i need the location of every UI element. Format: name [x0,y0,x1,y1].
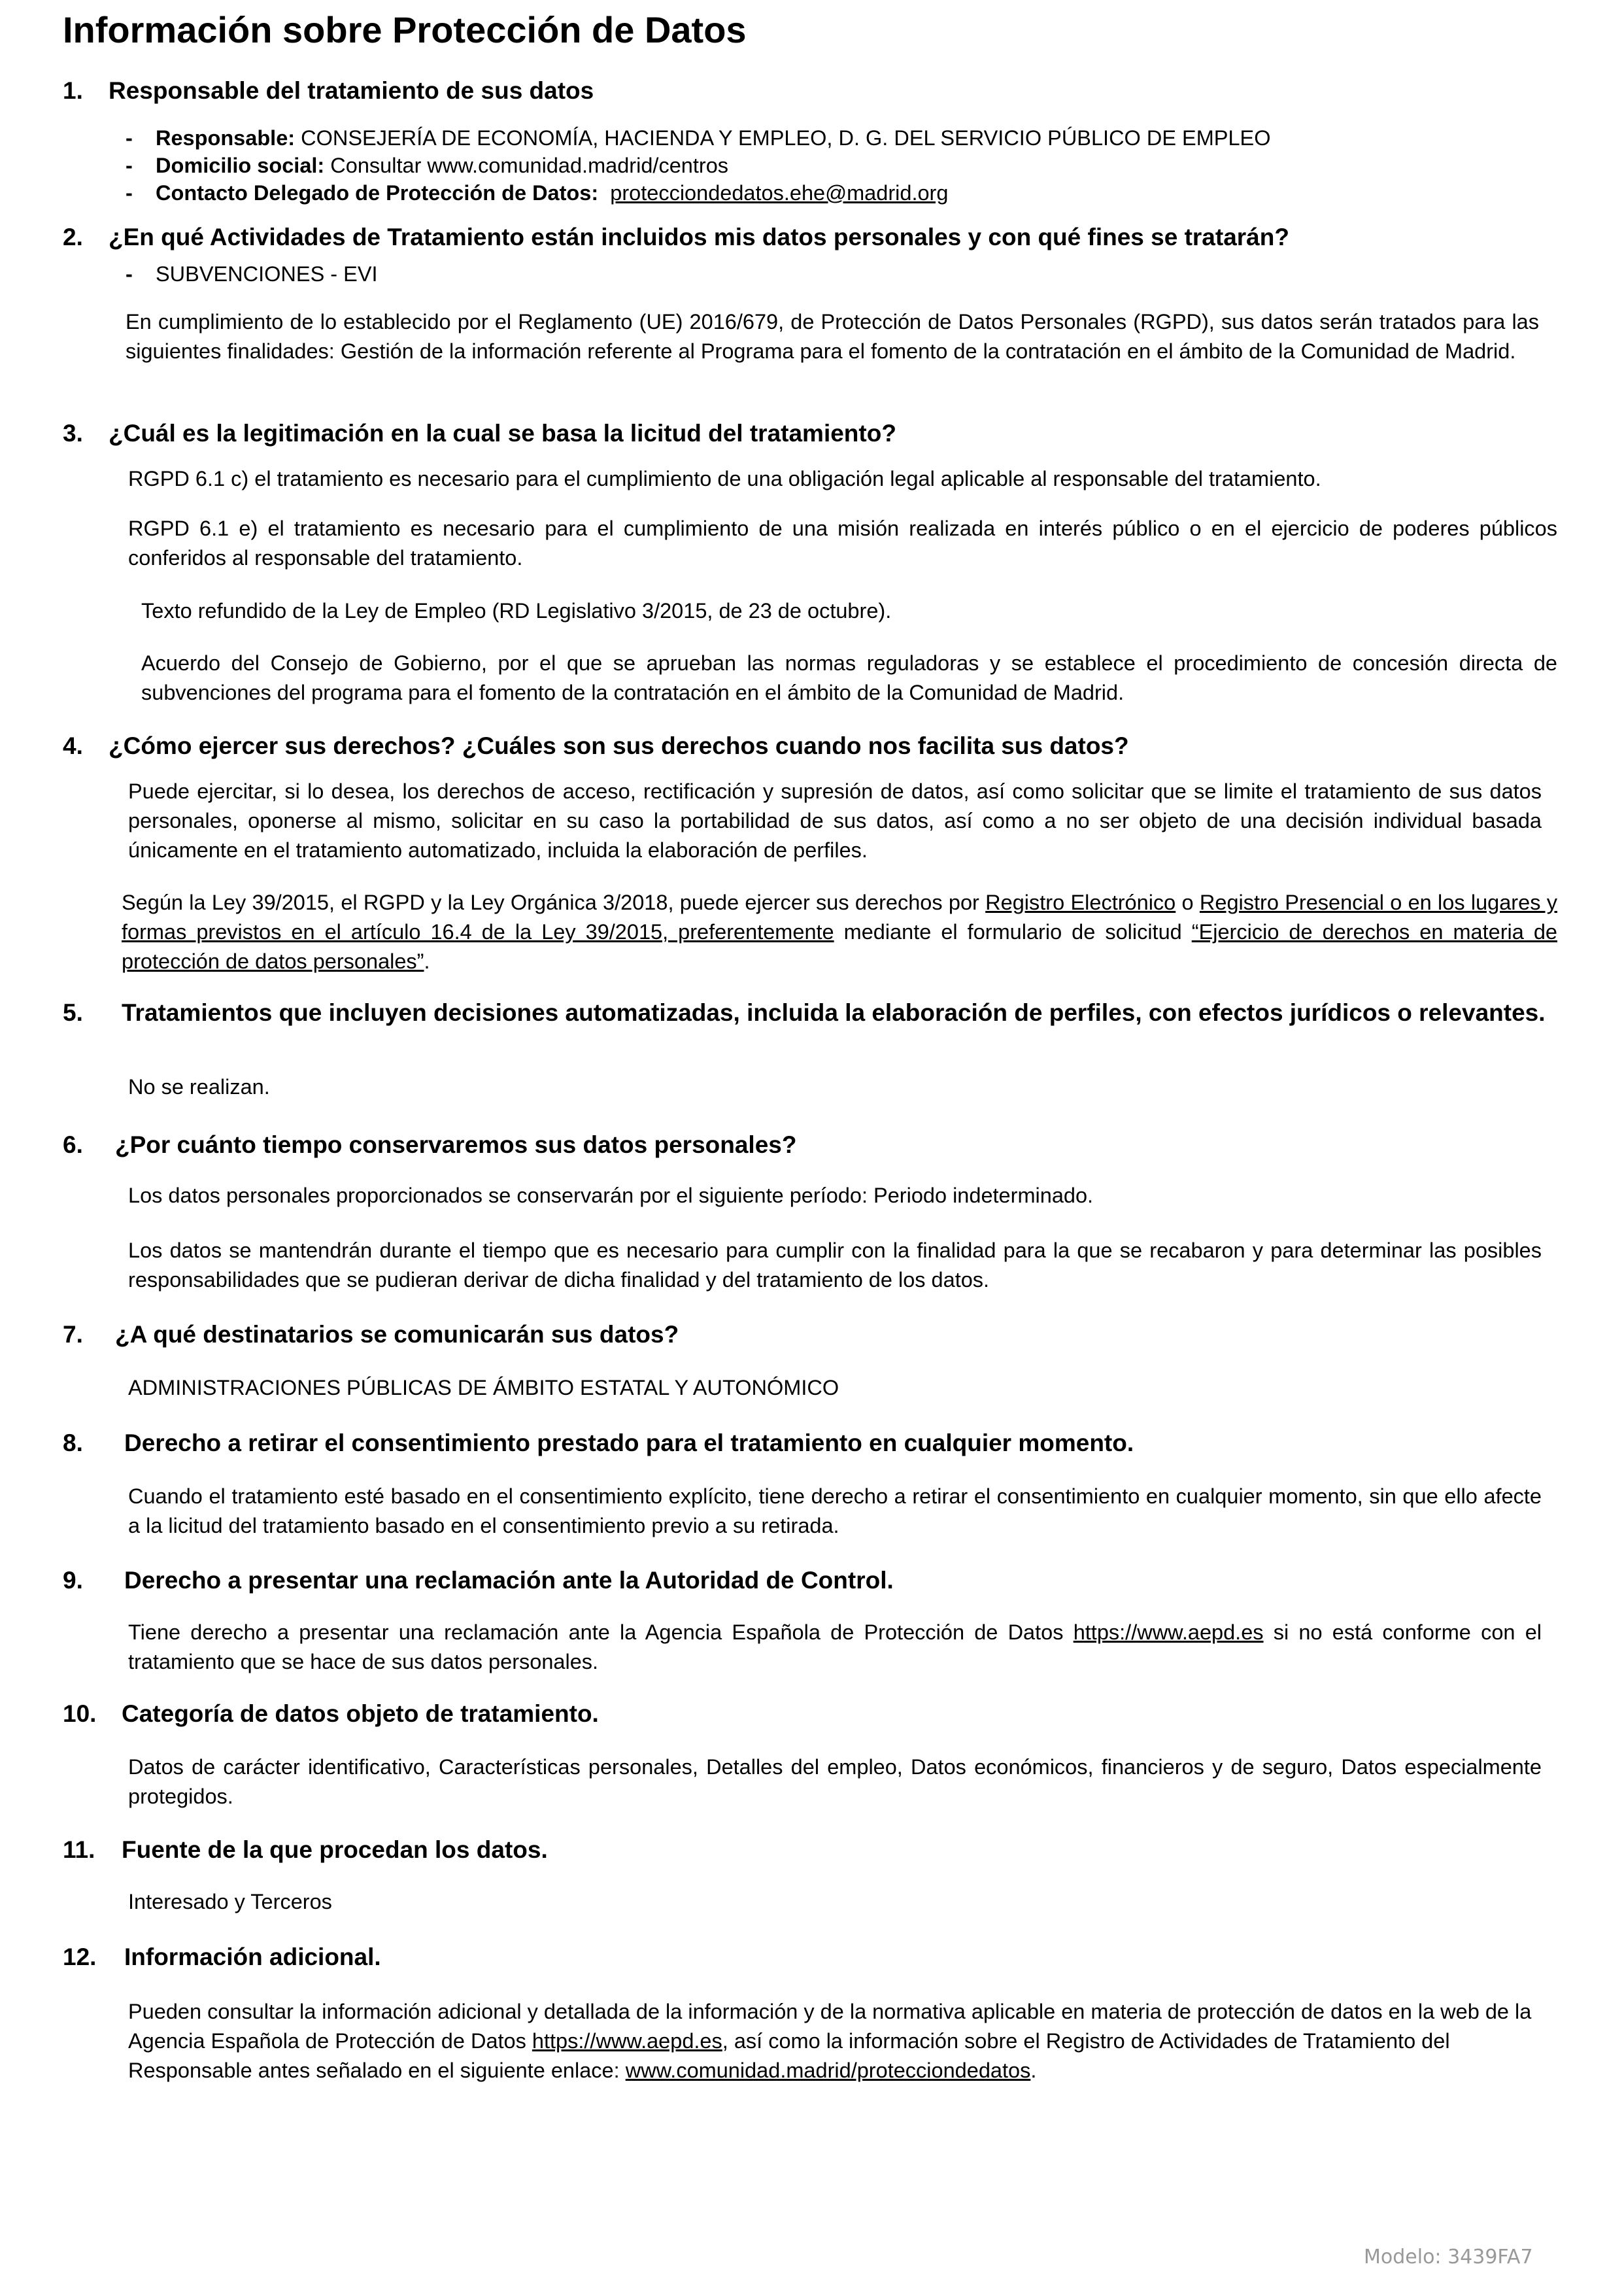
page-title: Información sobre Protección de Datos [63,9,747,50]
paragraph: En cumplimiento de lo establecido por el Reglamento (UE) 2016/679, de Protección de Datos Personales (RGPD), sus datos serán tratados para las siguientes finalidades: Gestión de la información referente al Programa para el fomento de la contratación en el ámbito de la Comunidad de Madrid. [126,310,1539,363]
text-run: . [424,950,430,973]
section-title: Fuente de la que procedan los datos. [122,1836,548,1863]
section-number: 11. [63,1836,95,1863]
text-run: . [1030,2059,1037,2082]
paragraph: Los datos se mantendrán durante el tiempo que es necesario para cumplir con la finalidad para la que se recabaron y para determinar las posibles responsabilidades que se pudieran derivar de dicha finalidad y del tratamiento de los datos. [128,1239,1542,1292]
dash-bullet: - [126,126,133,150]
section-5-heading [63,998,1560,1028]
paragraph: Puede ejercitar, si lo desea, los derechos de acceso, rectificación y supresión de datos, así como solicitar que se limite el tratamiento de sus datos personales, oponerse al mismo, solicitar en su caso la portabilidad de sus datos, así como a no ser objeto de una decisión individual basada únicamente en el tratamiento automatizado, incluida la elaboración de perfiles. [128,779,1542,862]
paragraph: Los datos personales proporcionados se conservarán por el siguiente período: Periodo indeterminado. [128,1184,1094,1207]
section-number: 9. [63,1567,83,1594]
registro-electronico-link[interactable]: Registro Electrónico [985,891,1176,914]
section-number: 1. [63,77,83,104]
section-number: 4. [63,732,83,759]
paragraph: Datos de carácter identificativo, Características personales, Detalles del empleo, Datos económicos, financieros y de seguro, Datos especialmente protegidos. [128,1755,1542,1808]
text-run: , así como la información sobre el Registro de Actividades de Tratamiento del Responsable antes señalado en el siguiente enlace: [128,2029,1450,2082]
item-label: Domicilio social: [156,154,325,177]
dash-bullet: - [126,262,133,286]
section-2-heading [63,222,1289,252]
text-run: o [1176,891,1200,914]
section-number: 10. [63,1700,97,1727]
item-label: Responsable: [156,126,296,150]
item-value: CONSEJERÍA DE ECONOMÍA, HACIENDA Y EMPLEO, D. G. DEL SERVICIO PÚBLICO DE EMPLEO [301,126,1271,150]
text-run: mediante el formulario de solicitud [834,920,1192,944]
section-1-heading [63,76,594,106]
section-8-heading [63,1428,1134,1458]
section-12-heading [63,1942,381,1972]
activity-name: SUBVENCIONES - EVI [156,262,378,286]
text-run: si no está conforme con el tratamiento que se hace de sus datos personales. [128,1620,1542,1673]
paragraph [128,1997,1534,2085]
section-10-heading [63,1699,599,1729]
aepd-link[interactable]: https://www.aepd.es [1073,1620,1264,1644]
section-11-heading [63,1835,548,1865]
section-number: 5. [63,999,83,1026]
paragraph: Texto refundido de la Ley de Empleo (RD Legislativo 3/2015, de 23 de octubre). [141,599,892,623]
section-title: Categoría de datos objeto de tratamiento. [122,1700,599,1727]
section-title: ¿En qué Actividades de Tratamiento están incluidos mis datos personales y con qué fines se tratarán? [109,224,1289,250]
section-number: 2. [63,224,83,250]
paragraph: RGPD 6.1 e) el tratamiento es necesario para el cumplimiento de una misión realizada en interés público o en el ejercicio de poderes públicos conferidos al responsable del tratamiento. [128,517,1557,570]
section-number: 7. [63,1321,83,1348]
ejercicio-derechos-form-link[interactable]: “Ejercicio de derechos en materia de protección de datos personales” [122,920,1557,973]
paragraph: Acuerdo del Consejo de Gobierno, por el que se aprueban las normas reguladoras y se establece el procedimiento de concesión directa de subvenciones del programa para el fomento de la contratación en el ámbito de la Comunidad de Madrid. [141,651,1557,704]
section-title: ¿Cómo ejercer sus derechos? ¿Cuáles son sus derechos cuando nos facilita sus datos? [109,732,1129,759]
paragraph: RGPD 6.1 c) el tratamiento es necesario para el cumplimiento de una obligación legal aplicable al responsable del tratamiento. [128,467,1321,490]
section-number: 12. [63,1943,97,1970]
section-6-heading [63,1130,797,1160]
section-title: ¿Cuál es la legitimación en la cual se basa la licitud del tratamiento? [109,420,896,447]
section-number: 3. [63,420,83,447]
paragraph [128,1618,1542,1677]
model-code: Modelo: 3439FA7 [1364,2246,1533,2268]
section-title: ¿A qué destinatarios se comunicarán sus datos? [115,1321,679,1348]
section-title: Derecho a presentar una reclamación ante la Autoridad de Control. [124,1567,894,1594]
dash-bullet: - [126,154,133,177]
section-title: Responsable del tratamiento de sus datos [109,77,594,104]
text-run: Según la Ley 39/2015, el RGPD y la Ley Orgánica 3/2018, puede ejercer sus derechos por [122,891,986,914]
dash-bullet: - [126,181,133,205]
registro-presencial-link[interactable]: Registro Presencial o en los lugares y formas previstos en el artículo 16.4 de la Ley 39/2015, preferentemente [122,891,1557,944]
item-value: Consultar www.comunidad.madrid/centros [330,154,729,177]
section-3-heading [63,419,896,449]
paragraph: No se realizan. [128,1075,270,1099]
section-4-heading [63,731,1129,761]
item-label: Contacto Delegado de Protección de Datos: [156,181,599,205]
aepd-link[interactable]: https://www.aepd.es [532,2029,722,2053]
section-title: Información adicional. [124,1943,381,1970]
section-title: Derecho a retirar el consentimiento prestado para el tratamiento en cualquier momento. [124,1429,1134,1456]
section-number: 6. [63,1131,83,1158]
section-title: ¿Por cuánto tiempo conservaremos sus datos personales? [115,1131,797,1158]
paragraph: Interesado y Terceros [128,1890,332,1913]
paragraph: Cuando el tratamiento esté basado en el consentimiento explícito, tiene derecho a retirar el consentimiento en cualquier momento, sin que ello afecte a la licitud del tratamiento basado en el consentimiento previo a su retirada. [128,1484,1542,1537]
section-7-heading [63,1320,679,1350]
dpo-email-link[interactable]: protecciondedatos.ehe@madrid.org [610,181,949,205]
section-title: Tratamientos que incluyen decisiones automatizadas, incluida la elaboración de perfiles, con efectos jurídicos o relevantes. [122,999,1546,1026]
section-number: 8. [63,1429,83,1456]
section-9-heading [63,1566,894,1596]
comunidad-madrid-proteccion-link[interactable]: www.comunidad.madrid/protecciondedatos [625,2059,1031,2082]
paragraph [122,888,1557,976]
text-run: Tiene derecho a presentar una reclamación ante la Agencia Española de Protección de Datos [128,1620,1074,1644]
paragraph: ADMINISTRACIONES PÚBLICAS DE ÁMBITO ESTATAL Y AUTONÓMICO [128,1376,839,1399]
text-run: Pueden consultar la información adicional y detallada de la información y de la normativa aplicable en materia de protección de datos en la web de la Agencia Española de Protección de Datos [128,2000,1532,2053]
